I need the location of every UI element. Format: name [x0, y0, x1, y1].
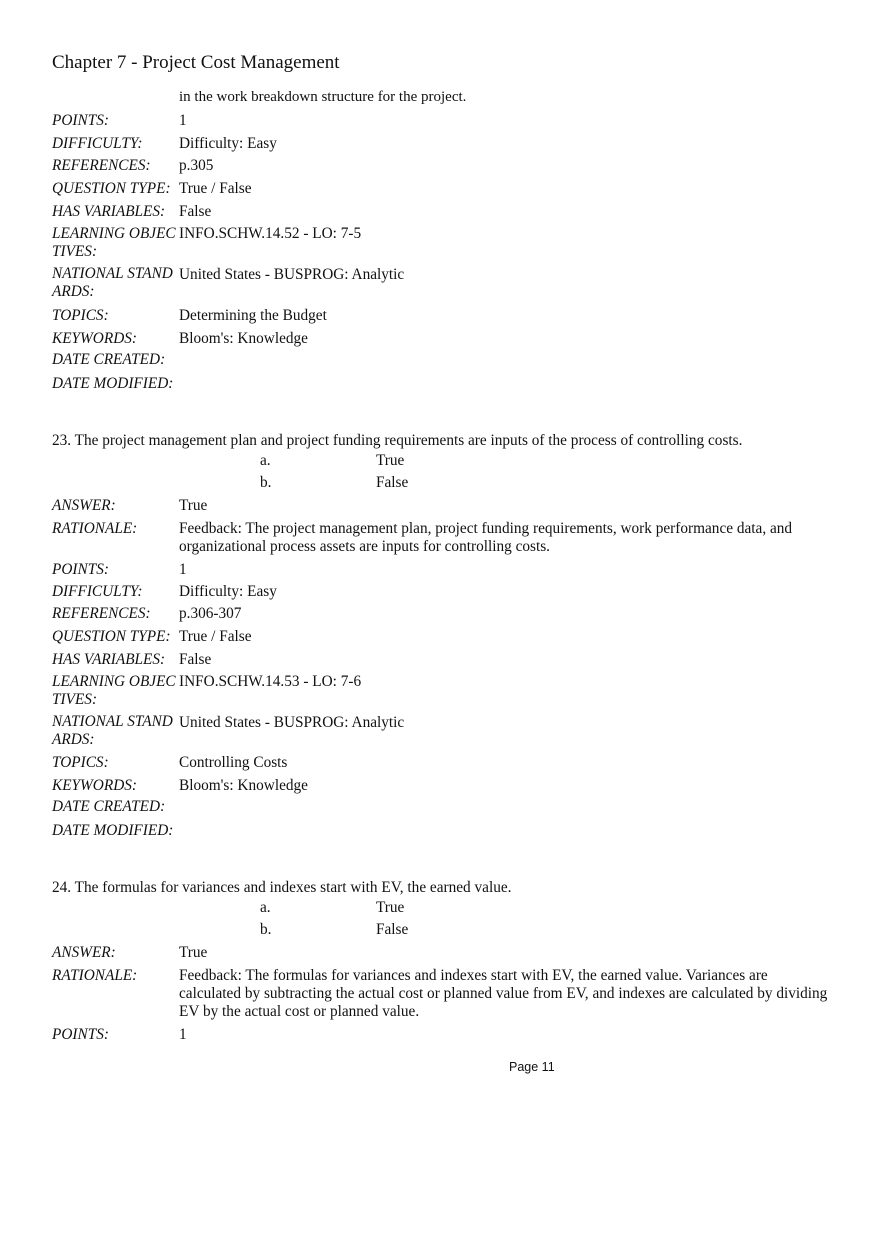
q23-question-type-value: True / False: [179, 628, 252, 645]
q23-learning-objectives-label: LEARNING OBJECTIVES:: [52, 673, 176, 708]
q22-learning-objectives-value: INFO.SCHW.14.52 - LO: 7-5: [179, 225, 362, 242]
q22-points-label: POINTS:: [52, 112, 109, 129]
q23-difficulty-value: Difficulty: Easy: [179, 583, 277, 600]
q22-continued-text: in the work breakdown structure for the project.: [179, 89, 467, 105]
page-number: Page 11: [509, 1060, 555, 1074]
chapter-title: Chapter 7 - Project Cost Management: [52, 52, 340, 73]
q24-points-value: 1: [179, 1026, 187, 1043]
q23-topics-value: Controlling Costs: [179, 754, 288, 771]
q22-points-value: 1: [179, 112, 187, 129]
q24-answer-label: ANSWER:: [52, 944, 116, 961]
q23-question-text: 23. The project management plan and project funding requirements are inputs of the process of controlling costs.: [52, 432, 743, 449]
q24-rationale-value: Feedback: The formulas for variances and indexes start with EV, the earned value. Variances are calculated by subtracting the actual cost or planned value from EV, and indexes are calculated by dividing EV by the actual cost or planned value.: [179, 967, 828, 1020]
q23-has-variables-label: HAS VARIABLES:: [52, 651, 166, 668]
q23-topics-label: TOPICS:: [52, 754, 109, 771]
q22-difficulty-label: DIFFICULTY:: [52, 135, 143, 152]
q22-date-created-label: DATE CREATED:: [52, 351, 166, 368]
q23-difficulty-label: DIFFICULTY:: [52, 583, 143, 600]
q22-has-variables-label: HAS VARIABLES:: [52, 203, 166, 220]
q23-option-a-letter: a.: [260, 452, 271, 469]
q22-keywords-label: KEYWORDS:: [52, 330, 137, 347]
q23-references-value: p.306-307: [179, 605, 242, 622]
q22-national-standards-value: United States - BUSPROG: Analytic: [179, 266, 405, 283]
q22-national-standards-label: NATIONAL STANDARDS:: [52, 265, 173, 300]
q23-rationale-label: RATIONALE:: [52, 520, 138, 537]
q22-difficulty-value: Difficulty: Easy: [179, 135, 277, 152]
q23-option-b-text: False: [376, 474, 409, 491]
q23-date-created-label: DATE CREATED:: [52, 798, 166, 815]
q23-national-standards-value: United States - BUSPROG: Analytic: [179, 714, 405, 731]
q22-references-label: REFERENCES:: [52, 157, 151, 174]
q22-topics-value: Determining the Budget: [179, 307, 327, 324]
q23-points-label: POINTS:: [52, 561, 109, 578]
q24-option-a-letter: a.: [260, 899, 271, 916]
q23-option-b-letter: b.: [260, 474, 272, 491]
q24-option-b-letter: b.: [260, 921, 272, 938]
q24-option-a-text: True: [376, 899, 405, 916]
q23-rationale-value: Feedback: The project management plan, project funding requirements, work performance data, and organizational process assets are inputs for controlling costs.: [179, 520, 793, 555]
q23-date-modified-label: DATE MODIFIED:: [52, 822, 174, 839]
q23-keywords-value: Bloom's: Knowledge: [179, 777, 308, 794]
q22-question-type-label: QUESTION TYPE:: [52, 180, 171, 197]
q23-references-label: REFERENCES:: [52, 605, 151, 622]
q24-option-b-text: False: [376, 921, 409, 938]
q23-answer-value: True: [179, 497, 208, 514]
q22-date-modified-label: DATE MODIFIED:: [52, 375, 174, 392]
q22-references-value: p.305: [179, 157, 214, 174]
q23-question-type-label: QUESTION TYPE:: [52, 628, 171, 645]
q22-learning-objectives-label: LEARNING OBJECTIVES:: [52, 225, 176, 260]
q23-has-variables-value: False: [179, 651, 212, 668]
q23-learning-objectives-value: INFO.SCHW.14.53 - LO: 7-6: [179, 673, 362, 690]
q23-answer-label: ANSWER:: [52, 497, 116, 514]
q24-answer-value: True: [179, 944, 208, 961]
q23-option-a-text: True: [376, 452, 405, 469]
q22-question-type-value: True / False: [179, 180, 252, 197]
q22-keywords-value: Bloom's: Knowledge: [179, 330, 308, 347]
q23-national-standards-label: NATIONAL STANDARDS:: [52, 713, 173, 748]
q23-keywords-label: KEYWORDS:: [52, 777, 137, 794]
q22-has-variables-value: False: [179, 203, 212, 220]
q22-topics-label: TOPICS:: [52, 307, 109, 324]
q24-points-label: POINTS:: [52, 1026, 109, 1043]
q24-question-text: 24. The formulas for variances and indexes start with EV, the earned value.: [52, 879, 512, 896]
q23-points-value: 1: [179, 561, 187, 578]
q24-rationale-label: RATIONALE:: [52, 967, 138, 984]
